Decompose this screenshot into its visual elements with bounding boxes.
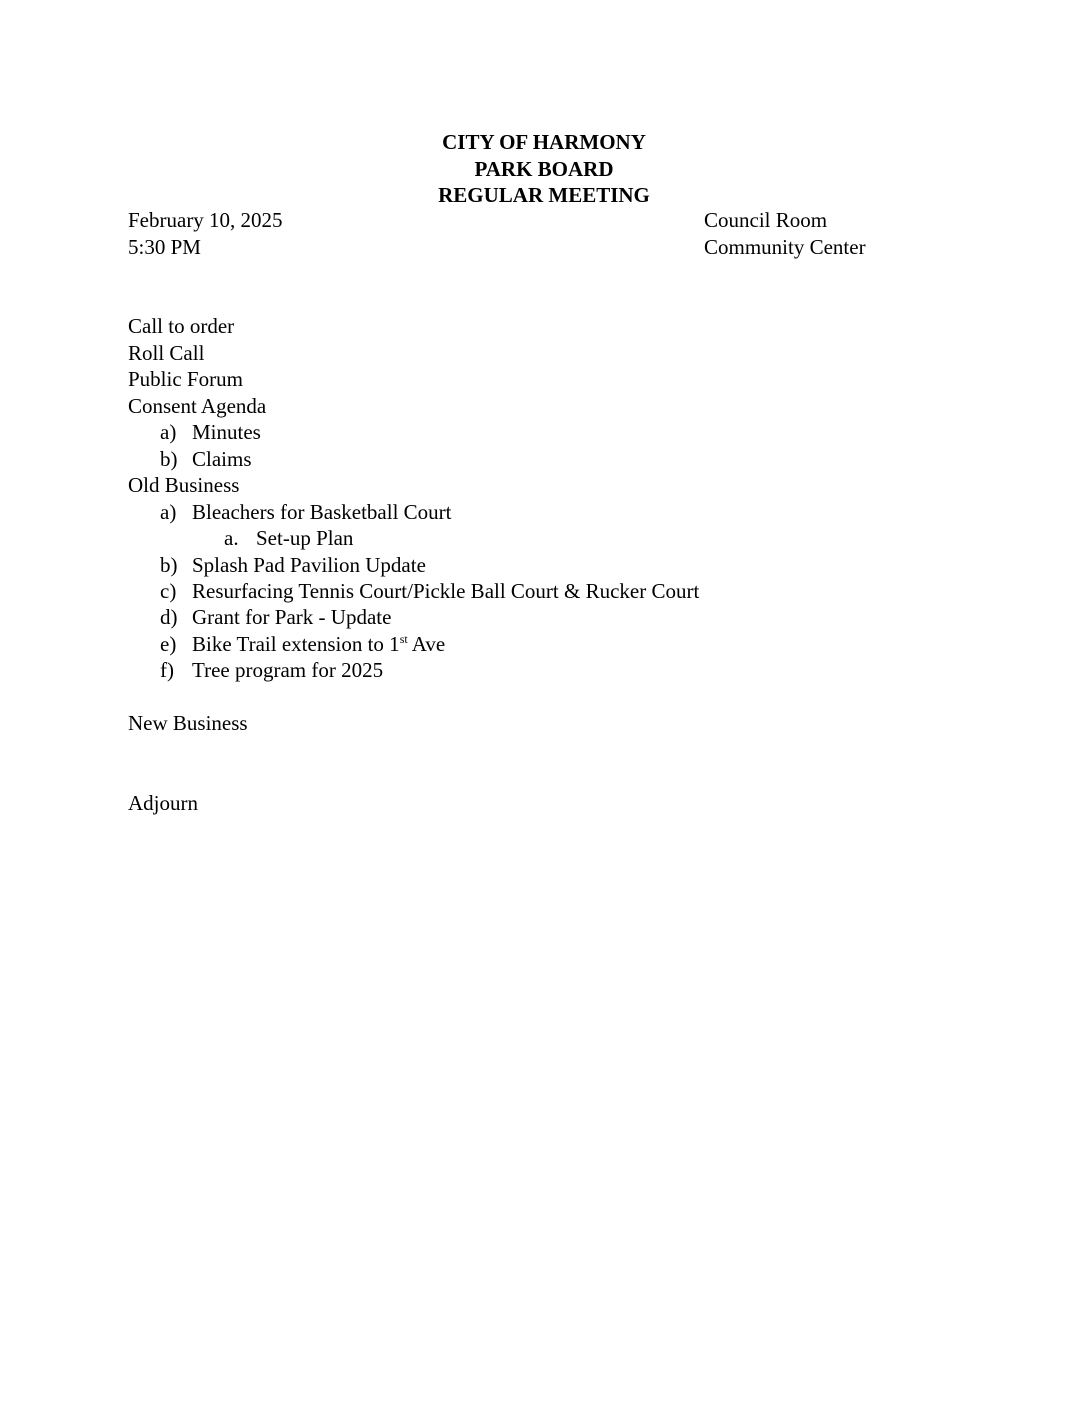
list-item xyxy=(160,499,452,526)
list-item-text: Claims xyxy=(192,447,252,471)
ordinal-superscript: st xyxy=(399,632,408,646)
list-item-text: Tree program for 2025 xyxy=(192,658,384,682)
list-item xyxy=(160,446,252,473)
list-item-text-main: Bike Trail extension to 1 xyxy=(192,632,400,656)
list-marker: b) xyxy=(160,447,178,471)
header-city: CITY OF HARMONY xyxy=(442,130,646,154)
agenda-old-business: Old Business xyxy=(128,473,240,497)
agenda-consent-agenda: Consent Agenda xyxy=(128,394,267,418)
list-marker: e) xyxy=(160,632,177,656)
list-item-text xyxy=(192,632,445,656)
meeting-time: 5:30 PM xyxy=(128,235,201,259)
list-subitem xyxy=(224,525,353,552)
list-item xyxy=(160,657,383,684)
list-marker: f) xyxy=(160,658,174,682)
list-item-text: Bleachers for Basketball Court xyxy=(192,500,452,524)
agenda-public-forum: Public Forum xyxy=(128,367,243,391)
agenda-call-to-order: Call to order xyxy=(128,314,235,338)
list-item-text: Set-up Plan xyxy=(256,526,354,550)
list-item xyxy=(160,552,426,579)
list-item-text: Minutes xyxy=(192,420,261,444)
header-board: PARK BOARD xyxy=(474,156,614,181)
list-marker: a. xyxy=(224,526,239,550)
list-item-text: Splash Pad Pavilion Update xyxy=(192,553,426,577)
agenda-roll-call: Roll Call xyxy=(128,341,205,365)
meeting-location: Community Center xyxy=(704,235,866,259)
list-marker: a) xyxy=(160,500,177,524)
list-item xyxy=(160,578,699,605)
list-marker: a) xyxy=(160,420,177,444)
list-item xyxy=(160,631,445,658)
agenda-adjourn: Adjourn xyxy=(128,791,198,815)
meeting-room: Council Room xyxy=(704,208,828,232)
agenda-new-business: New Business xyxy=(128,711,248,735)
list-marker: d) xyxy=(160,605,178,629)
meeting-date: February 10, 2025 xyxy=(128,208,283,232)
list-marker: b) xyxy=(160,553,178,577)
list-item-text: Resurfacing Tennis Court/Pickle Ball Court & Rucker Court xyxy=(192,579,700,603)
list-marker: c) xyxy=(160,579,177,603)
list-item-text: Grant for Park - Update xyxy=(192,605,392,629)
document-header xyxy=(0,129,1088,209)
list-item xyxy=(160,604,391,631)
list-item xyxy=(160,419,261,446)
header-meeting-type: REGULAR MEETING xyxy=(438,183,650,207)
list-item-text-tail: Ave xyxy=(407,632,446,656)
